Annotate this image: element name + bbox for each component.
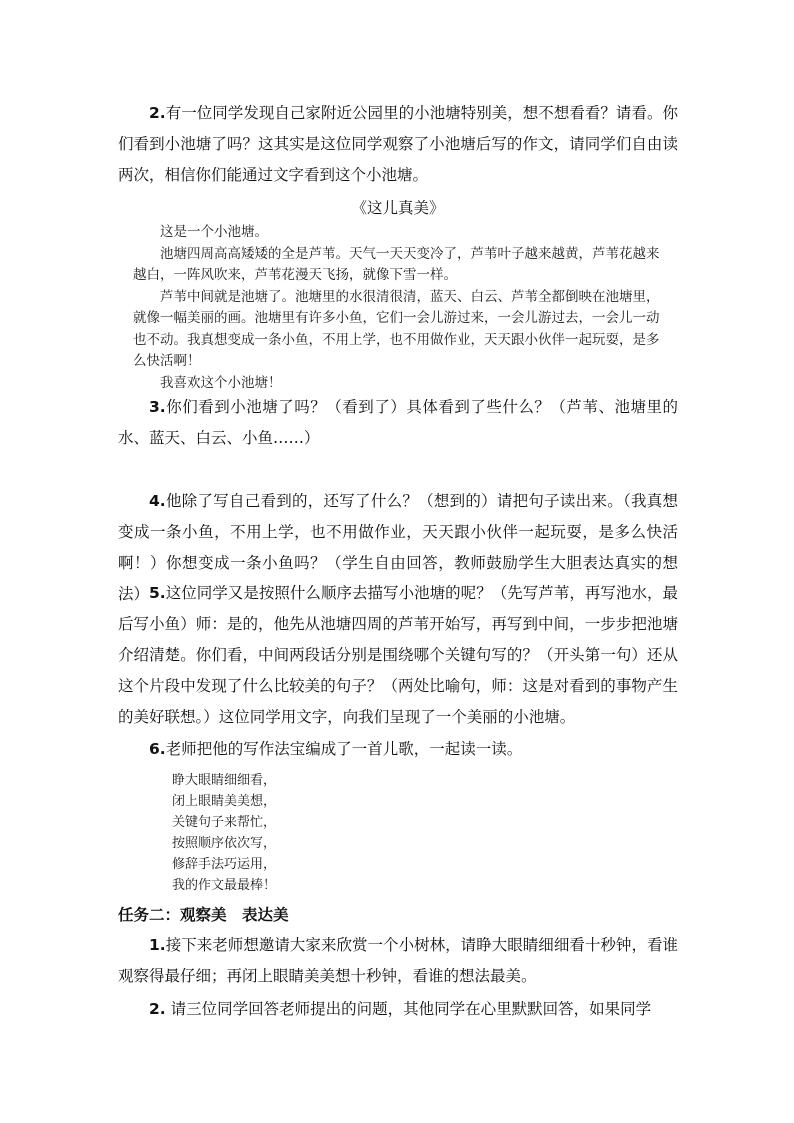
paragraph-number: 3. — [149, 398, 166, 416]
essay-line-4: 我喜欢这个小池塘！ — [160, 374, 282, 391]
task-2-heading: 任务二：观察美 表达美 — [118, 906, 289, 924]
paragraph-number: 4. — [149, 492, 166, 510]
essay-line-2: 池塘四周高高矮矮的全是芦苇。天气一天天变冷了，芦苇叶子越来越黄，芦苇花越来越白，一阵风吹来，芦苇花漫天飞扬，就像下雪一样。 — [133, 245, 660, 283]
paragraph-number: 1. — [149, 936, 166, 954]
paragraph-text: 有一位同学发现自己家附近公园里的小池塘特别美，想不想看看？请看。你们看到小池塘了吗？这其实是这位同学观察了小池塘后写的作文，请同学们自由读两次，相信你们能通过文字看到这个小池塘。 — [118, 104, 678, 184]
essay-title: 《这儿真美》 — [351, 199, 445, 217]
paragraph-text: 老师把他的写作法宝编成了一首儿歌，一起读一读。 — [165, 740, 523, 758]
paragraph-number: 6. — [149, 740, 166, 758]
essay-line-1: 这是一个小池塘。 — [160, 224, 268, 240]
poem-line: 按照顺序依次写， — [172, 836, 277, 851]
poem-line: 我的作文最最棒！ — [172, 878, 277, 893]
paragraph-text: 请三位同学回答老师提出的问题，其他同学在心里默默回答，如果同学 — [165, 1000, 652, 1018]
paragraph-2 — [118, 98, 678, 191]
paragraph-number: 5. — [149, 584, 166, 602]
task-2-paragraph-2 — [118, 994, 678, 1025]
essay-body — [133, 222, 669, 394]
paragraph-text: 你们看到小池塘了吗？（看到了）具体看到了些什么？（芦苇、池塘里的水、蓝天、白云、小鱼……） — [118, 398, 678, 447]
poem — [172, 770, 276, 896]
essay-line-3: 芦苇中间就是池塘了。池塘里的水很清很清，蓝天、白云、芦苇全都倒映在池塘里，就像一幅美丽的画。池塘里有许多小鱼，它们一会儿游过来，一会儿游过去，一会儿一动也不动。我真想变成一条小鱼，不用上学，也不用做作业，天天跟小伙伴一起玩耍，是多么快活啊！ — [133, 288, 660, 369]
paragraph-text: 他除了写自己看到的，还写了什么？（想到的）请把句子读出来。（我真想变成一条小鱼，不用上学，也不用做作业，天天跟小伙伴一起玩耍，是多么快活啊！）你想变成一条小鱼吗？（学生自由回答，教师鼓励学生大胆表达真实的想法） — [118, 492, 678, 603]
poem-line: 睁大眼睛细细看， — [172, 773, 277, 788]
paragraph-number: 2. — [149, 104, 166, 122]
poem-line: 闭上眼睛美美想， — [172, 794, 277, 809]
poem-line: 修辞手法巧运用， — [172, 857, 277, 872]
poem-line: 关键句子来帮忙， — [172, 815, 277, 830]
paragraph-3 — [118, 392, 678, 454]
task-2-paragraph-1 — [118, 930, 678, 992]
paragraph-6 — [118, 734, 678, 765]
paragraph-text: 这位同学又是按照什么顺序去描写小池塘的呢？（先写芦苇，再写池水，最后写小鱼）师：是的，他先从池塘四周的芦苇开始写，再写到中间，一步步把池塘介绍清楚。你们看，中间两段话分别是围绕哪个关键句写的？（开头第一句）还从这个片段中发现了什么比较美的句子？（两处比喻句，师：这是对看到的事物产生的美好联想。）这位同学用文字，向我们呈现了一个美丽的小池塘。 — [118, 584, 678, 726]
paragraph-number: 2. — [149, 1000, 166, 1018]
paragraph-5 — [118, 578, 678, 733]
paragraph-text: 接下来老师想邀请大家来欣赏一个小树林，请睁大眼睛细细看十秒钟，看谁观察得最仔细；再闭上眼睛美美想十秒钟，看谁的想法最美。 — [118, 936, 678, 985]
